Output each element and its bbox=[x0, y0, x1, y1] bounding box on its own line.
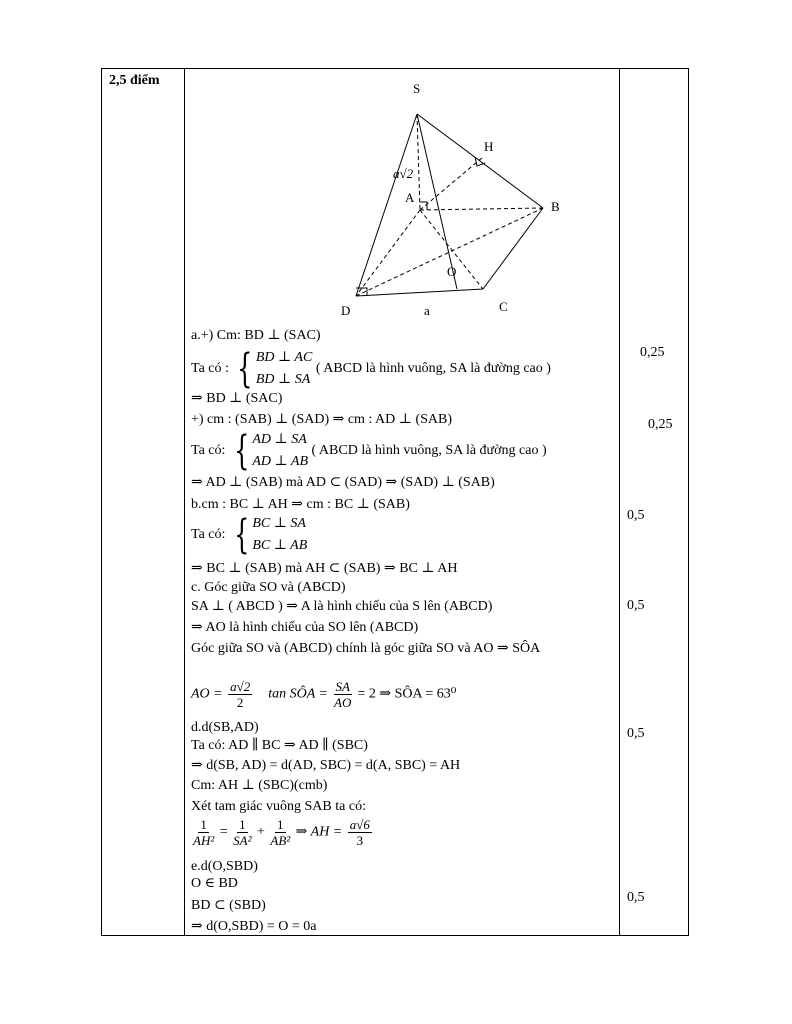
points-label: 2,5 điểm bbox=[109, 73, 160, 88]
line-13: Góc giữa SO và (ABCD) chính là góc giữa SO và AO ⇒ SÔA bbox=[191, 641, 541, 656]
label-O: O bbox=[447, 264, 457, 279]
line-20: $\frac{1}{\text{AH²}}$ = $\frac{1}{\text{SA²}}$ + $\frac{1}{\text{AB²}}$ ⇒ AH = $\frac{a√6}{3}$ bbox=[193, 817, 370, 848]
score-6: 0,5 bbox=[627, 890, 645, 905]
line-7: b.cm : BC ⊥ AH ⇒ cm : BC ⊥ (SAB) bbox=[191, 497, 410, 512]
line-10: c. Góc giữa SO và (ABCD) bbox=[191, 580, 346, 595]
label-H: H bbox=[484, 139, 494, 154]
label-D: D bbox=[341, 303, 351, 318]
column-divider bbox=[619, 69, 620, 935]
line-11: SA ⊥ ( ABCD ) ⇒ A là hình chiếu của S lên (ABCD) bbox=[191, 599, 493, 614]
line-18: Cm: AH ⊥ (SBC)(cmb) bbox=[191, 778, 328, 793]
pyramid-figure bbox=[271, 77, 560, 318]
label-a: a bbox=[424, 303, 430, 318]
score-2: 0,25 bbox=[648, 417, 673, 432]
line-19: Xét tam giác vuông SAB ta có: bbox=[191, 799, 366, 814]
label-A: A bbox=[405, 190, 415, 205]
line-1: a.+) Cm: BD ⊥ (SAC) bbox=[191, 328, 321, 343]
line-5: Ta có: { AD ⊥ SA AD ⊥ AB ( ABCD là hình vuông, SA là đường cao ) bbox=[191, 428, 547, 474]
label-S: S bbox=[413, 81, 421, 96]
line-14: AO = $\frac{a√2}{2}$ tan SÔA = $\frac{SA}{AO}$ = 2 ⇒ SÔA = 63⁰ bbox=[191, 679, 457, 710]
solution-content bbox=[191, 69, 617, 935]
line-24: ⇒ d(O,SBD) = O = 0a bbox=[191, 919, 317, 934]
line-21: e.d(O,SBD) bbox=[191, 859, 258, 874]
line-16: Ta có: AD ∥ BC ⇒ AD ∥ (SBC) bbox=[191, 738, 368, 753]
line-23: BD ⊂ (SBD) bbox=[191, 898, 266, 913]
line-9: ⇒ BC ⊥ (SAB) mà AH ⊂ (SAB) ⇒ BC ⊥ AH bbox=[191, 561, 458, 576]
answer-table bbox=[101, 68, 689, 936]
line-6: ⇒ AD ⊥ (SAB) mà AD ⊂ (SAD) ⇒ (SAD) ⊥ (SAB) bbox=[191, 475, 495, 490]
line-17: ⇒ d(SB, AD) = d(AD, SBC) = d(A, SBC) = AH bbox=[191, 758, 461, 773]
score-3: 0,5 bbox=[627, 508, 645, 523]
score-4: 0,5 bbox=[627, 598, 645, 613]
score-1: 0,25 bbox=[640, 345, 665, 360]
label-B: B bbox=[551, 199, 560, 214]
column-divider bbox=[184, 69, 185, 935]
score-5: 0,5 bbox=[627, 726, 645, 741]
line-4: +) cm : (SAB) ⊥ (SAD) ⇒ cm : AD ⊥ (SAB) bbox=[191, 412, 453, 427]
label-a-sqrt2: a√2 bbox=[393, 166, 414, 181]
line-3: ⇒ BD ⊥ (SAC) bbox=[191, 391, 283, 406]
line-12: ⇒ AO là hình chiếu của SO lên (ABCD) bbox=[191, 620, 419, 635]
line-8: Ta có: { BC ⊥ SA BC ⊥ AB bbox=[191, 512, 308, 558]
line-22: O ∈ BD bbox=[191, 876, 238, 891]
line-2: Ta có : { BD ⊥ AC BD ⊥ SA ( ABCD là hình vuông, SA là đường cao ) bbox=[191, 346, 551, 392]
label-C: C bbox=[499, 299, 508, 314]
line-15: d.d(SB,AD) bbox=[191, 720, 259, 735]
